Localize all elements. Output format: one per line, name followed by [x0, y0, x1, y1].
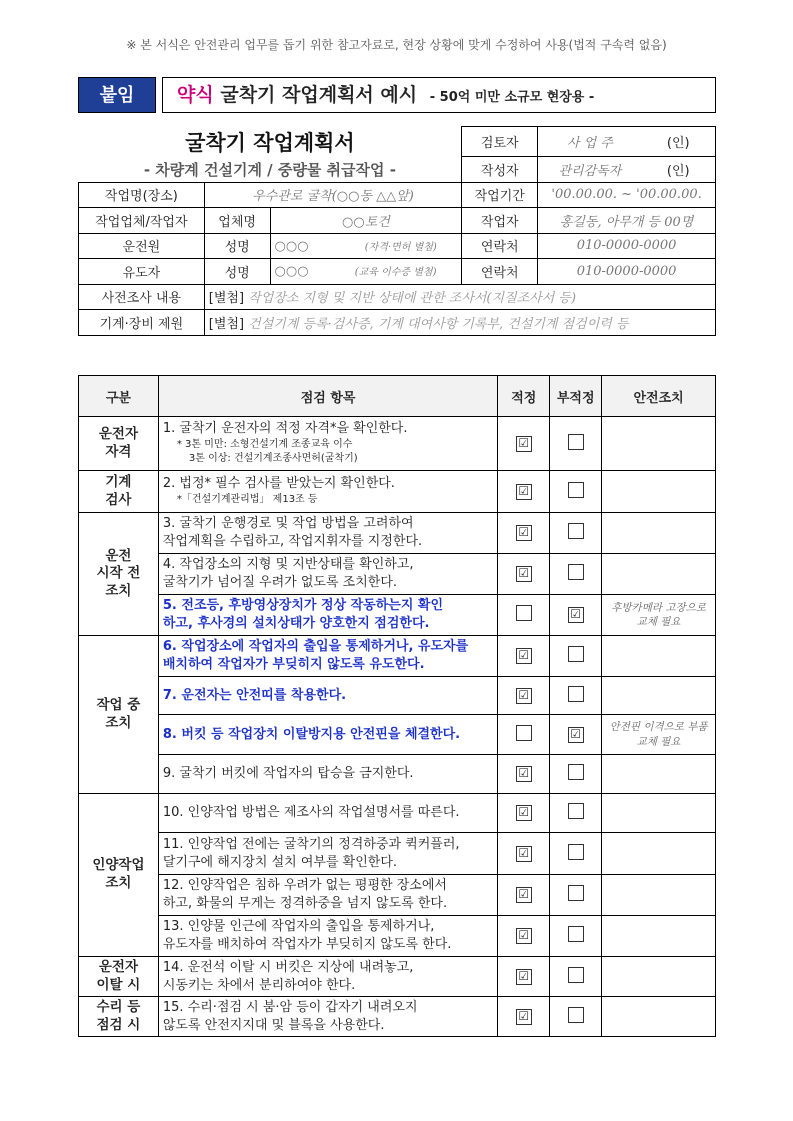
reviewer-seal: (인)	[642, 127, 716, 157]
survey-prefix: [별첨]	[208, 291, 245, 307]
action-cell[interactable]	[602, 554, 716, 595]
action-cell[interactable]	[602, 417, 716, 471]
action-cell[interactable]	[602, 833, 716, 875]
attachment-badge: 붙임	[78, 77, 156, 113]
col-header-ng: 부적정	[550, 376, 602, 417]
spec-value: 건설기계 등록·검사증, 기계 대여사항 기록부, 건설기계 점검이력 등	[248, 316, 629, 332]
worker-label: 작업자	[462, 208, 538, 234]
col-header-action: 안전조치	[602, 376, 716, 417]
category-pre-operation: 운전 시작 전 조치	[79, 513, 159, 636]
check-item-note: * 3톤 미만: 소형건설기계 조종교육 이수	[176, 438, 353, 450]
check-item: 8. 버킷 등 작업장치 이탈방지용 안전핀을 체결한다.	[158, 715, 497, 755]
plan-title: 굴착기 작업계획서	[185, 130, 355, 155]
operator-name-label: 성명	[204, 233, 270, 259]
ok-checkbox[interactable]: ☑	[516, 887, 532, 903]
check-item: 14. 운전석 이탈 시 버킷은 지상에 내려놓고, 시동키는 차에서 분리하여야 한다.	[158, 957, 497, 997]
operator-label: 운전원	[79, 233, 205, 259]
action-cell[interactable]	[602, 957, 716, 997]
check-item: 15. 수리·점검 시 붐·암 등이 갑자기 내려오지 않도록 안전지지대 및 블록을 사용한다.	[158, 997, 497, 1037]
action-cell[interactable]	[602, 513, 716, 554]
survey-cell	[204, 284, 715, 310]
action-cell[interactable]: 안전핀 이격으로 부품 교체 필요	[602, 715, 716, 755]
checklist-table	[78, 375, 716, 1037]
ng-checkbox[interactable]	[568, 803, 584, 819]
work-name-label: 작업명(장소)	[79, 182, 205, 208]
ng-checkbox[interactable]	[568, 686, 584, 702]
guide-label: 유도자	[79, 259, 205, 285]
check-item: 12. 인양작업은 침하 우려가 없는 평평한 장소에서 하고, 화물의 무게는 정격하중을 넘지 않도록 한다.	[158, 875, 497, 916]
check-item-text: 2. 법정* 필수 검사를 받았는지 확인한다.	[162, 476, 395, 492]
ok-checkbox[interactable]: ☑	[516, 766, 532, 782]
operator-note: (자격·면허 별첨)	[364, 241, 437, 253]
category-during-work: 작업 중 조치	[79, 636, 159, 794]
check-item: 11. 인양작업 전에는 굴착기의 정격하중과 퀵커플러, 달기구에 해지장치 설치 여부를 확인한다.	[158, 833, 497, 875]
ng-checkbox[interactable]	[568, 434, 584, 450]
spec-label: 기계·장비 제원	[79, 310, 205, 336]
check-item: 13. 인양물 인근에 작업자의 출입을 통제하거나, 유도자를 배치하여 작업자가 부딪히지 않도록 한다.	[158, 916, 497, 957]
worker-value: 홍길동, 아무개 등 00명	[538, 208, 716, 234]
ok-checkbox[interactable]	[516, 605, 532, 621]
period-value: '00.00.00. ~ '00.00.00.	[538, 182, 716, 208]
check-item: 10. 인양작업 방법은 제조사의 작업설명서를 따른다.	[158, 794, 497, 833]
check-item-note: *「건설기계관리법」 제13조 등	[176, 494, 318, 506]
document-header	[78, 77, 716, 113]
reviewer-label: 검토자	[462, 127, 538, 157]
col-header-ok: 적정	[498, 376, 550, 417]
guide-name-label: 성명	[204, 259, 270, 285]
action-cell[interactable]	[602, 755, 716, 794]
ng-checkbox[interactable]	[568, 844, 584, 860]
action-cell[interactable]	[602, 636, 716, 677]
check-item: 5. 전조등, 후방영상장치가 정상 작동하는지 확인 하고, 후사경의 설치상태가 양호한지 점검한다.	[158, 595, 497, 636]
ng-checkbox[interactable]	[568, 926, 584, 942]
ok-checkbox[interactable]: ☑	[516, 846, 532, 862]
category-repair-inspection: 수리 등 점검 시	[79, 997, 159, 1037]
company-sub-label: 업체명	[204, 208, 270, 234]
ok-checkbox[interactable]: ☑	[516, 688, 532, 704]
ok-checkbox[interactable]: ☑	[516, 436, 532, 452]
ng-checkbox[interactable]	[568, 764, 584, 780]
check-item: 3. 굴착기 운행경로 및 작업 방법을 고려하여 작업계획을 수립하고, 작업지휘자를 지정한다.	[158, 513, 497, 554]
operator-contact-value: 010-0000-0000	[538, 233, 716, 259]
operator-name-cell	[270, 233, 462, 259]
ok-checkbox[interactable]: ☑	[516, 525, 532, 541]
header-accent: 약식	[177, 84, 214, 106]
ng-checkbox[interactable]	[568, 523, 584, 539]
operator-name-value: ○○○	[274, 238, 309, 254]
action-cell[interactable]: 후방카메라 고장으로 교체 필요	[602, 595, 716, 636]
ng-checkbox[interactable]	[568, 482, 584, 498]
ng-checkbox[interactable]	[568, 1007, 584, 1023]
ng-checkbox[interactable]: ☑	[568, 727, 584, 743]
spec-prefix: [별첨]	[208, 316, 245, 332]
action-cell[interactable]	[602, 471, 716, 513]
guide-note: (교육 이수증 별첨)	[354, 267, 437, 279]
reviewer-value: 사 업 주	[538, 127, 642, 157]
guide-contact-label: 연락처	[462, 259, 538, 285]
check-item	[158, 471, 497, 513]
guide-name-value: ○○○	[274, 264, 309, 280]
operator-contact-label: 연락처	[462, 233, 538, 259]
header-subtitle: - 50억 미만 소규모 현장용 -	[429, 90, 595, 105]
guide-contact-value: 010-0000-0000	[538, 259, 716, 285]
ng-checkbox[interactable]	[568, 646, 584, 662]
action-cell[interactable]	[602, 677, 716, 715]
check-item-text: 1. 굴착기 운전자의 적정 자격*을 확인한다.	[162, 421, 408, 437]
ng-checkbox[interactable]: ☑	[568, 607, 584, 623]
ok-checkbox[interactable]: ☑	[516, 1009, 532, 1025]
spec-cell	[204, 310, 715, 336]
writer-value: 관리감독자	[538, 157, 642, 183]
check-item: 7. 운전자는 안전띠를 착용한다.	[158, 677, 497, 715]
plan-info-table	[78, 126, 716, 336]
ok-checkbox[interactable]: ☑	[516, 805, 532, 821]
guide-name-cell	[270, 259, 462, 285]
check-item: 4. 작업장소의 지형 및 지반상태를 확인하고, 굴착기가 넘어질 우려가 없도록 조치한다.	[158, 554, 497, 595]
header-title: 굴착기 작업계획서 예시	[220, 84, 418, 106]
ok-checkbox[interactable]: ☑	[516, 969, 532, 985]
col-header-category: 구분	[79, 376, 159, 417]
survey-label: 사전조사 내용	[79, 284, 205, 310]
ok-checkbox[interactable]: ☑	[516, 484, 532, 500]
header-title-box	[162, 77, 716, 113]
action-cell[interactable]	[602, 875, 716, 916]
writer-seal: (인)	[642, 157, 716, 183]
notice-text: ※ 본 서식은 안전관리 업무를 돕기 위한 참고자료로, 현장 상황에 맞게 수정하여 사용(법적 구속력 없음)	[126, 38, 667, 52]
check-item: 6. 작업장소에 작업자의 출입을 통제하거나, 유도자를 배치하여 작업자가 부딪히지 않도록 유도한다.	[158, 636, 497, 677]
category-machine-inspection: 기계 검사	[79, 471, 159, 513]
action-cell[interactable]	[602, 916, 716, 957]
ok-checkbox[interactable]	[516, 725, 532, 741]
action-cell[interactable]	[602, 997, 716, 1037]
company-value: ○○토건	[270, 208, 462, 234]
category-driver-leave: 운전자 이탈 시	[79, 957, 159, 997]
company-label: 작업업체/작업자	[79, 208, 205, 234]
plan-subtitle: - 차량계 건설기계 / 중량물 취급작업 -	[143, 160, 396, 179]
ng-checkbox[interactable]	[568, 967, 584, 983]
period-label: 작업기간	[462, 182, 538, 208]
action-cell[interactable]	[602, 794, 716, 833]
ok-checkbox[interactable]: ☑	[516, 648, 532, 664]
category-lifting-work: 인양작업 조치	[79, 794, 159, 957]
check-item: 9. 굴착기 버킷에 작업자의 탑승을 금지한다.	[158, 755, 497, 794]
ng-checkbox[interactable]	[568, 885, 584, 901]
ok-checkbox[interactable]: ☑	[516, 928, 532, 944]
work-name-value: 우수관로 굴착(○○동 △△앞)	[204, 182, 462, 208]
survey-value: 작업장소 지형 및 지반 상태에 관한 조사서(지질조사서 등)	[248, 291, 577, 307]
check-item	[158, 417, 497, 471]
ok-checkbox[interactable]: ☑	[516, 566, 532, 582]
check-item-note: 3톤 이상: 건설기계조종사면허(굴착기)	[188, 453, 358, 465]
ng-checkbox[interactable]	[568, 564, 584, 580]
category-driver-qualification: 운전자 자격	[79, 417, 159, 471]
col-header-item: 점검 항목	[158, 376, 497, 417]
writer-label: 작성자	[462, 157, 538, 183]
